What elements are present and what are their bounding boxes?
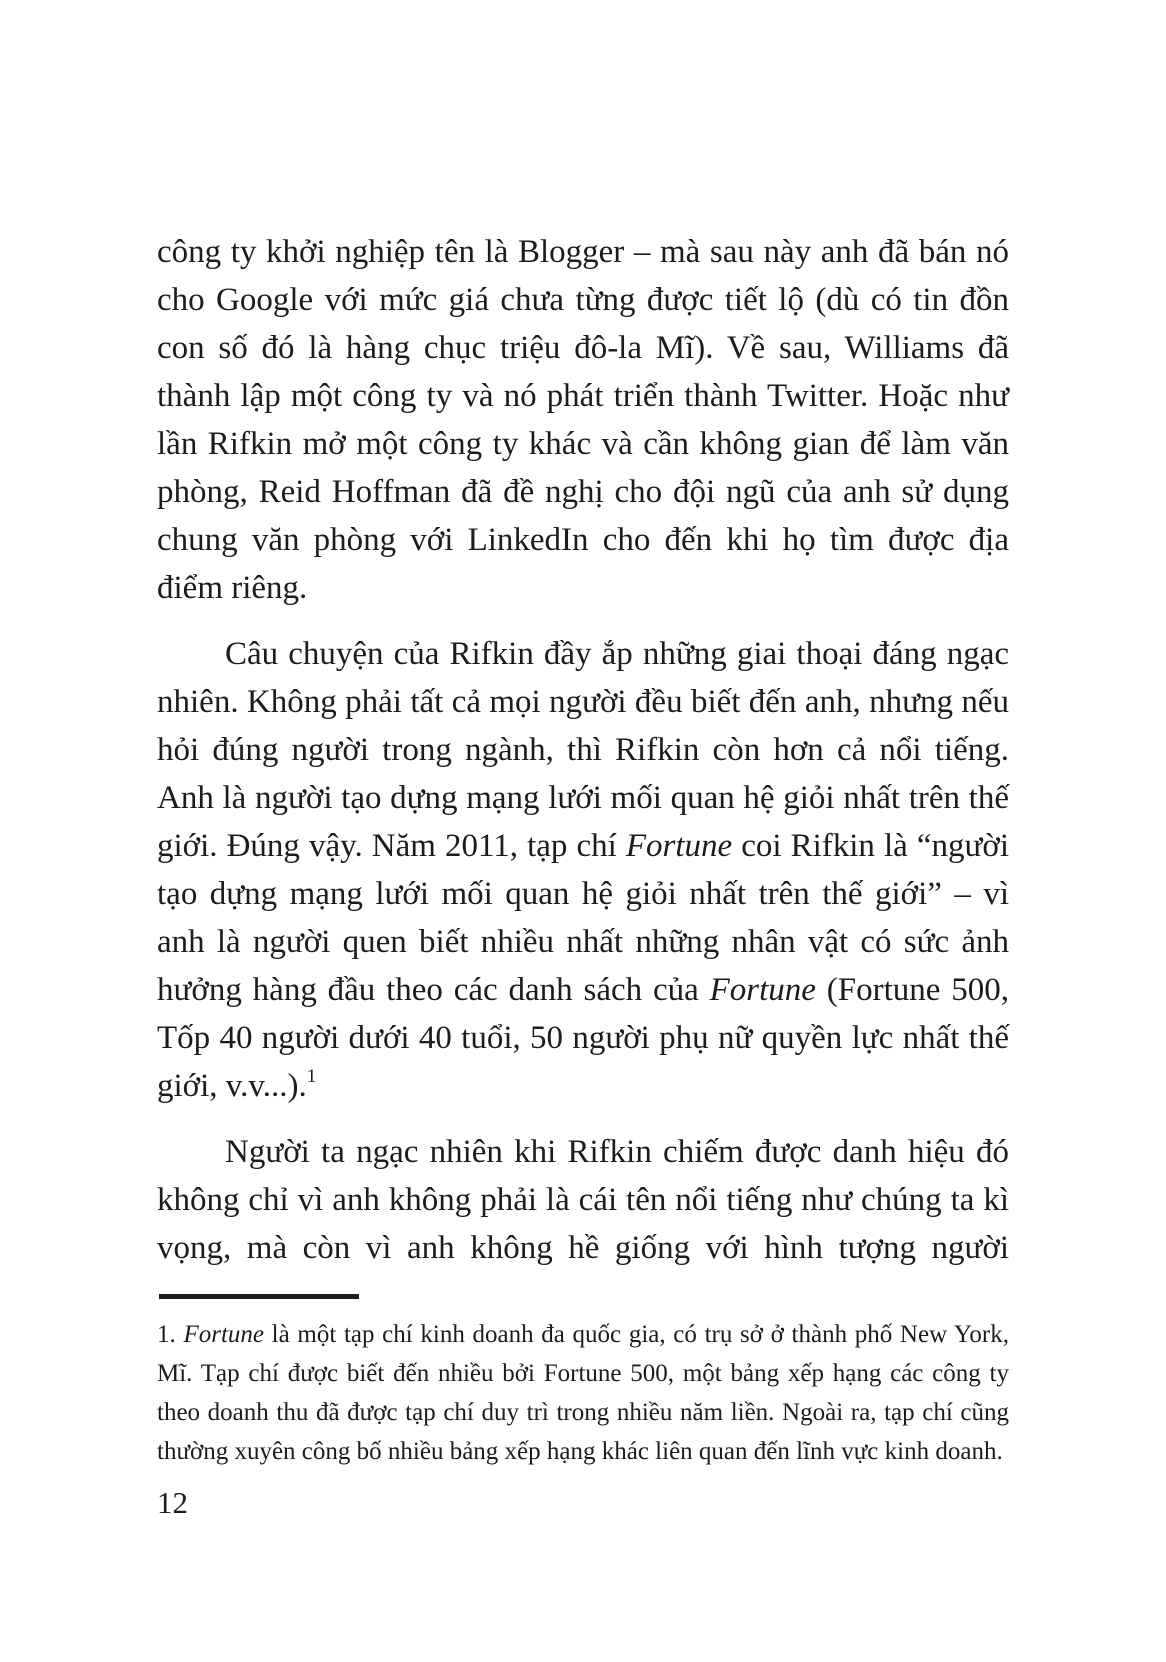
footnote-section — [157, 1294, 1009, 1471]
body-paragraph: Người ta ngạc nhiên khi Rifkin chiếm được danh hiệu đó không chỉ vì anh không phải là cái tên nổi tiếng như chúng ta kì vọng, mà còn vì anh không hề giống với hình tượng người — [157, 1134, 1009, 1266]
body-paragraph: Câu chuyện của Rifkin đầy ắp những giai thoại đáng ngạc nhiên. Không phải tất cả mọi người đều biết đến anh, nhưng nếu hỏi đúng người trong ngành, thì Rifkin còn hơn cả nổi tiếng. Anh là người tạo dựng mạng lưới mối quan hệ giỏi nhất trên thế giới. Đúng vậy. Năm 2011, tạp chí Fortune coi Rifkin là “người tạo dựng mạng lưới mối quan hệ giỏi nhất trên thế giới” – vì anh là người quen biết nhiều nhất những nhân vật có sức ảnh hưởng hàng đầu theo các danh sách của Fortune (Fortune 500, Tốp 40 người dưới 40 tuổi, 50 người phụ nữ quyền lực nhất thế giới, v.v...).$^1$ — [157, 636, 1009, 1104]
footnote-text: 1. Fortune là một tạp chí kinh doanh đa quốc gia, có trụ sở ở thành phố New York, Mĩ. Tạp chí được biết đến nhiều bởi Fortune 500, một bảng xếp hạng các công ty theo doanh thu đã được tạp chí duy trì trong nhiều năm liền. Ngoài ra, tạp chí cũng thường xuyên công bố nhiều bảng xếp hạng khác liên quan đến lĩnh vực kinh doanh. — [157, 1321, 1010, 1465]
body-text — [157, 228, 1009, 1272]
page-footer — [157, 1485, 1009, 1521]
footnote-separator-rule — [159, 1294, 359, 1299]
body-paragraph: công ty khởi nghiệp tên là Blogger – mà sau này anh đã bán nó cho Google với mức giá chưa từng được tiết lộ (dù có tin đồn con số đó là hàng chục triệu đô-la Mĩ). Về sau, Williams đã thành lập một công ty và nó phát triển thành Twitter. Hoặc như lần Rifkin mở một công ty khác và cần không gian để làm văn phòng, Reid Hoffman đã đề nghị cho đội ngũ của anh sử dụng chung văn phòng với LinkedIn cho đến khi họ tìm được địa điểm riêng. — [157, 234, 1009, 606]
page-number: 12 — [157, 1485, 188, 1520]
